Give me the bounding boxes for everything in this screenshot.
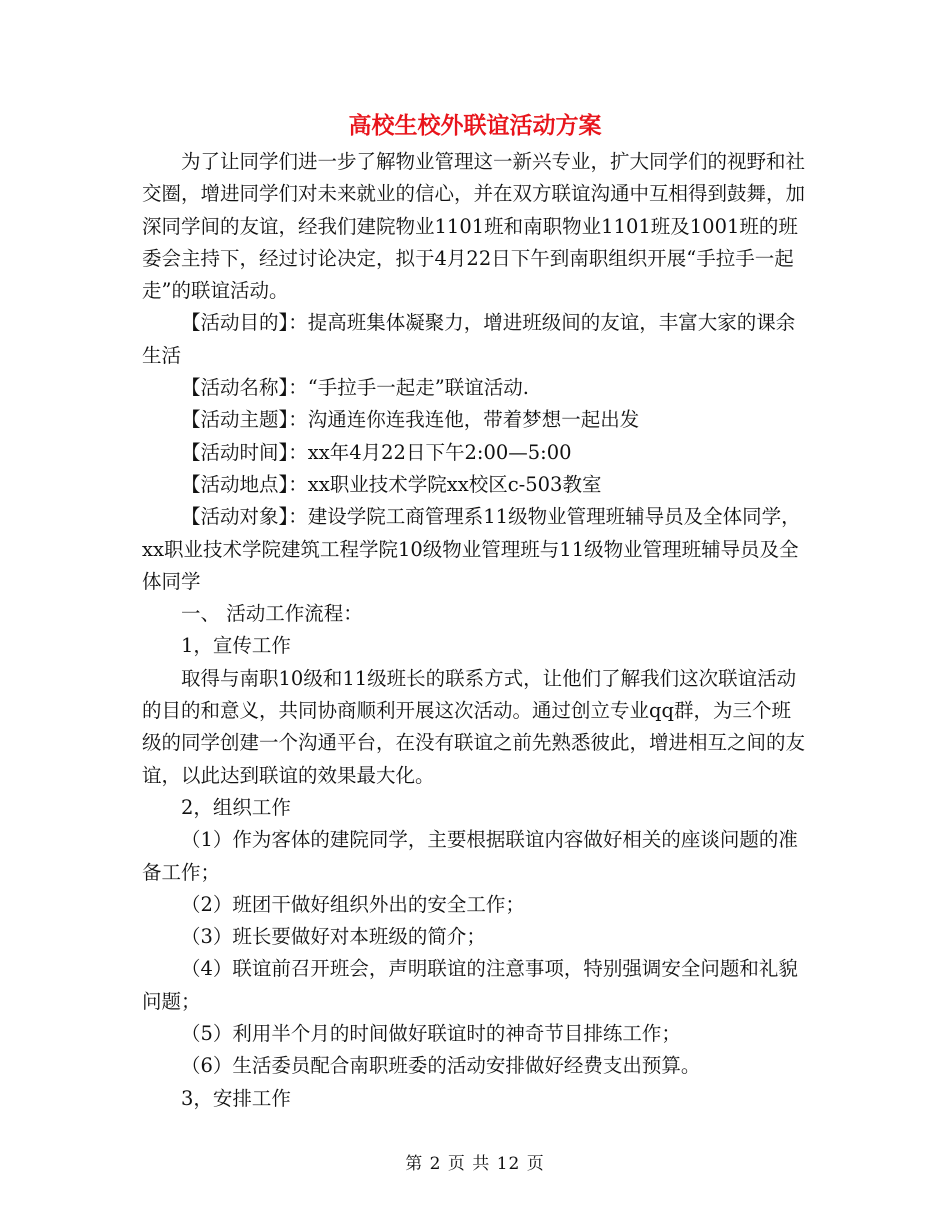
- organization-item-2: （2）班团干做好组织外出的安全工作；: [181, 892, 525, 916]
- page-number: 第 2 页 共 12 页: [405, 1154, 545, 1174]
- subheading-organization: 2，组织工作: [181, 795, 291, 819]
- section-heading-workflow: 一、 活动工作流程：: [181, 602, 363, 626]
- document-body: [142, 146, 810, 1115]
- intro-paragraph: 为了让同学们进一步了解物业管理这一新兴专业，扩大同学们的视野和社交圈，增进同学们对未来就业的信心，并在双方联谊沟通中互相得到鼓舞，加深同学间的友谊，经我们建院物业1101班和南职物业1101班及1001班的班委会主持下，经过讨论决定，拟于4月22日下午到南职组织开展“手拉手一起走”的联谊活动。: [142, 150, 806, 303]
- subheading-publicity: 1，宣传工作: [181, 634, 291, 658]
- subheading-arrangement: 3，安排工作: [181, 1086, 291, 1110]
- activity-theme: 【活动主题】：沟通连你连我连他，带着梦想一起出发: [181, 408, 640, 432]
- organization-item-3: （3）班长要做好对本班级的简介；: [181, 925, 486, 949]
- organization-item-1: （1）作为客体的建院同学，主要根据联谊内容做好相关的座谈问题的准备工作；: [142, 828, 798, 884]
- activity-participants: 【活动对象】：建设学院工商管理系11级物业管理班辅导员及全体同学，xx职业技术学院建筑工程学院10级物业管理班与11级物业管理班辅导员及全体同学: [142, 505, 801, 593]
- document-title: 高校生校外联谊活动方案: [348, 112, 602, 139]
- organization-item-5: （5）利用半个月的时间做好联谊时的神奇节目排练工作；: [181, 1022, 681, 1046]
- organization-item-6: （6）生活委员配合南职班委的活动安排做好经费支出预算。: [181, 1054, 701, 1078]
- activity-time: 【活动时间】：xx年4月22日下午2:00—5:00: [181, 440, 572, 464]
- publicity-paragraph: 取得与南职10级和11级班长的联系方式，让他们了解我们这次联谊活动的目的和意义，共同协商顺利开展这次活动。通过创立专业qq群，为三个班级的同学创建一个沟通平台，在没有联谊之前先熟悉彼此，增进相互之间的友谊，以此达到联谊的效果最大化。: [142, 666, 806, 787]
- activity-location: 【活动地点】：xx职业技术学院xx校区c-503教室: [181, 472, 602, 496]
- organization-item-4: （4）联谊前召开班会，声明联谊的注意事项，特别强调安全问题和礼貌问题；: [142, 957, 798, 1013]
- activity-name: 【活动名称】：“手拉手一起走”联谊活动.: [181, 376, 529, 400]
- activity-purpose: 【活动目的】：提高班集体凝聚力，增进班级间的友谊，丰富大家的课余生活: [142, 311, 796, 367]
